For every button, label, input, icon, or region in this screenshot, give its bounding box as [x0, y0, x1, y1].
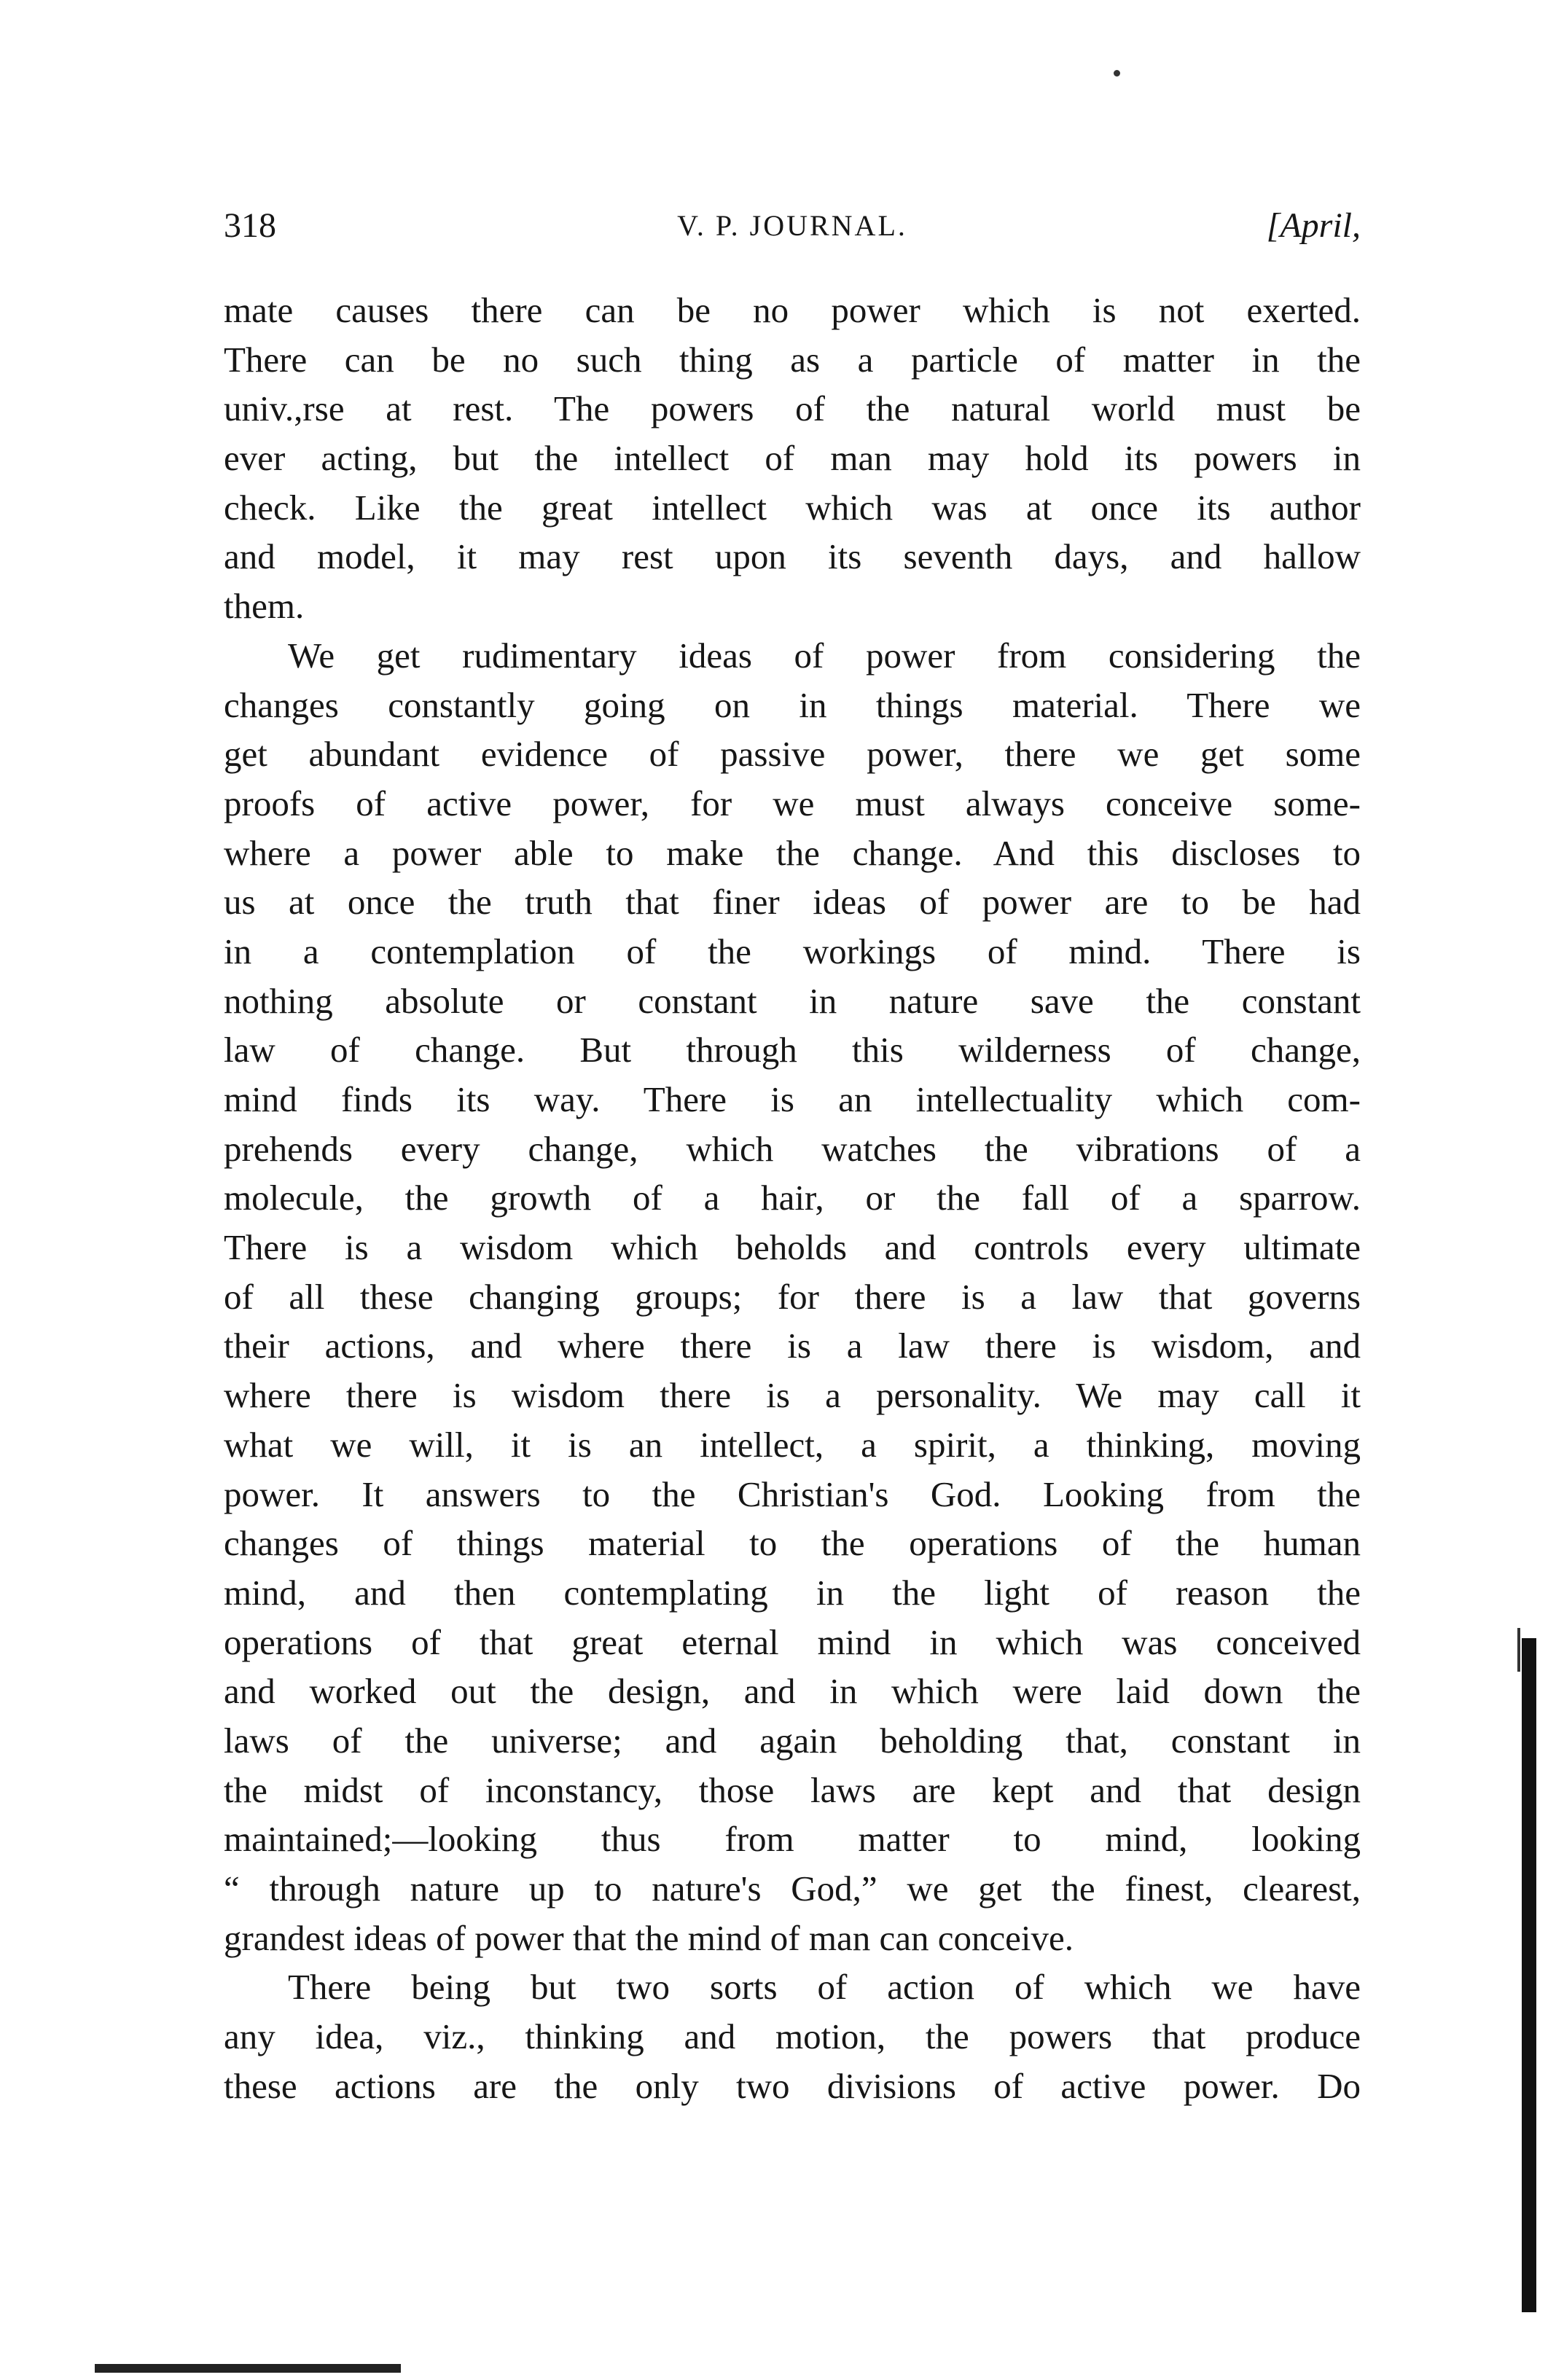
text-line: laws of the universe; and again beholding that, constant in [224, 1720, 1361, 1761]
text-line: univ.,rse at rest. The powers of the natural world must be [224, 388, 1361, 429]
text-line: them. [224, 586, 305, 627]
text-line: We get rudimentary ideas of power from considering the [288, 635, 1361, 676]
text-line: their actions, and where there is a law there is wisdom, and [224, 1326, 1361, 1366]
text-line: “ through nature up to nature's God,” we get the finest, clearest, [224, 1868, 1361, 1909]
text-line: and model, it may rest upon its seventh days, and hallow [224, 536, 1361, 577]
scan-edge-bar [1522, 1638, 1536, 2312]
text-line: ever acting, but the intellect of man may hold its powers in [224, 438, 1361, 479]
scan-bottom-bar [95, 2364, 401, 2373]
text-line: what we will, it is an intellect, a spirit, a thinking, moving [224, 1424, 1361, 1465]
page-header [224, 205, 1361, 264]
text-line: get abundant evidence of passive power, there we get some [224, 734, 1361, 775]
text-line: changes constantly going on in things material. There we [224, 684, 1361, 725]
text-line: and worked out the design, and in which were laid down the [224, 1671, 1361, 1712]
text-line: There can be no such thing as a particle of matter in the [224, 339, 1361, 380]
text-line: molecule, the growth of a hair, or the fall of a sparrow. [224, 1178, 1361, 1218]
text-line: maintained;—looking thus from matter to mind, looking [224, 1819, 1361, 1860]
issue-month: [April, [1266, 206, 1361, 245]
text-line: the midst of inconstancy, those laws are kept and that design [224, 1769, 1361, 1810]
text-line: law of change. But through this wilderness of change, [224, 1030, 1361, 1070]
text-line: where a power able to make the change. And this discloses to [224, 832, 1361, 873]
body-text [224, 286, 1361, 2110]
text-line: in a contemplation of the workings of mind. There is [224, 931, 1361, 971]
text-line: prehends every change, which watches the vibrations of a [224, 1128, 1361, 1169]
page-number: 318 [224, 206, 276, 245]
text-line: where there is wisdom there is a personality. We may call it [224, 1375, 1361, 1416]
text-line: any idea, viz., thinking and motion, the powers that produce [224, 2016, 1361, 2057]
text-line: mate causes there can be no power which is not exerted. [224, 290, 1361, 330]
text-line: nothing absolute or constant in nature save the constant [224, 980, 1361, 1021]
text-line: changes of things material to the operations of the human [224, 1523, 1361, 1564]
text-line: check. Like the great intellect which was at once its author [224, 487, 1361, 528]
text-line: power. It answers to the Christian's God. Looking from the [224, 1473, 1361, 1514]
text-line: these actions are the only two divisions of active power. Do [224, 2065, 1361, 2106]
text-line: grandest ideas of power that the mind of man can conceive. [224, 1917, 1074, 1958]
text-line: mind, and then contemplating in the light of reason the [224, 1572, 1361, 1613]
text-line: proofs of active power, for we must always conceive some- [224, 783, 1361, 823]
running-title: V. P. JOURNAL. [677, 209, 907, 242]
text-line: operations of that great eternal mind in which was conceived [224, 1621, 1361, 1662]
text-line: us at once the truth that finer ideas of power are to be had [224, 882, 1361, 923]
scan-speck [1114, 70, 1120, 77]
text-line: mind finds its way. There is an intellectuality which com- [224, 1079, 1361, 1119]
text-line: There is a wisdom which beholds and controls every ultimate [224, 1227, 1361, 1268]
scan-edge-mark [1517, 1628, 1520, 1672]
text-line: of all these changing groups; for there is a law that governs [224, 1276, 1361, 1317]
text-line: There being but two sorts of action of which we have [288, 1967, 1361, 2008]
